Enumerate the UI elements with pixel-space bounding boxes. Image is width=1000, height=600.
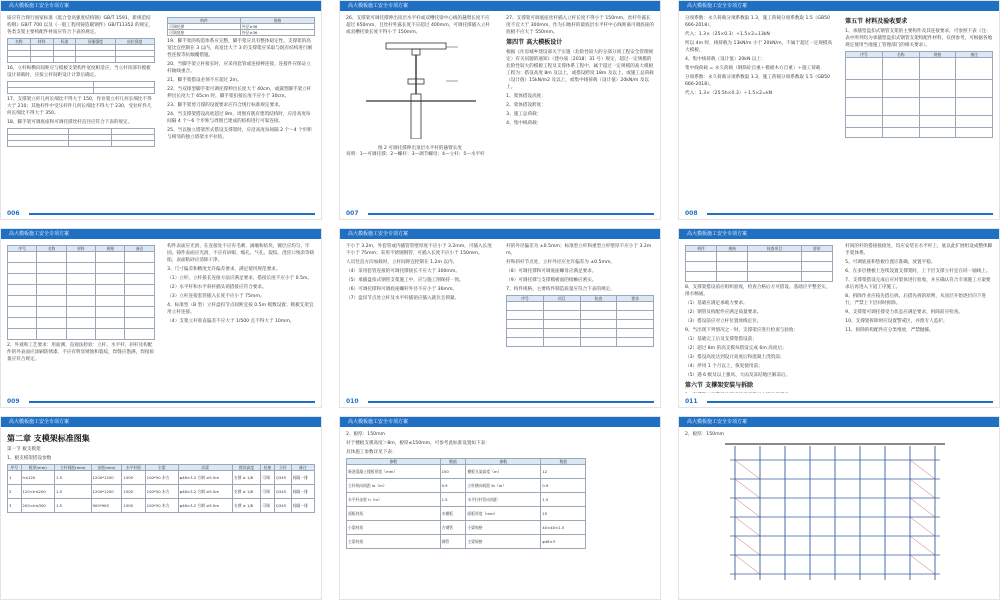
- table-cell: 1: [8, 471, 22, 485]
- paragraph: （1）基础完工后及支撑架搭设前；: [685, 337, 757, 342]
- page-number: 011: [685, 398, 698, 405]
- page-footer: [679, 210, 999, 219]
- paragraph: 1、架体搭设高度：: [506, 94, 546, 99]
- table-header-cell: 序号: [8, 465, 22, 471]
- scaffold-member: [910, 479, 935, 498]
- page-header: [1, 417, 321, 427]
- scaffold-member: [735, 536, 760, 555]
- paragraph: 集中线荷载 = 永久荷载（钢筋砼自重＋模板木方自重）＋施工荷载: [685, 66, 821, 71]
- table-cell: 方钢管: [440, 521, 466, 535]
- paragraph: 根据《住房城乡建设部关于实施〈危险性较大的分部分项工程安全管理规定〉有关问题的通知》（建办质〔2018〕31 号）规定，超过一定规模的危险性较大的模板工程及支撑体系工程中，属于超过一定规模的高大模板工程为：搭设高度 8m 及以上，或搭设跨度 18m 及以上，或施工总荷载（设计值）15kN/m2 及以上，或集中线荷载（设计值）20kN/m 及以上。: [506, 50, 654, 90]
- paragraph: 8、拆除作业应按先搭后拆、后搭先拆的原则，从顶层开始逐层向下进行，严禁上下层同时拆除。: [845, 294, 986, 306]
- paragraph: 3、尺寸偏差和精度允许偏差要求，满足使用规范要求。: [167, 267, 281, 272]
- slab-parameter-table: [7, 464, 315, 513]
- table-cell: 支撑 ≥ 1/8: [232, 499, 260, 513]
- scaffold-member: [910, 536, 935, 555]
- scaffold-member: [910, 517, 935, 536]
- paragraph: 人员竖直方向加载时，立杆间距宜控制在 1.2m 以内。: [346, 260, 458, 265]
- table-cell: h≤120: [21, 471, 55, 485]
- page-footer: [340, 398, 660, 407]
- paragraph: 7、支撑架搭设完成后应对架体进行验收，并应确认符合专项施工方案要求后再进入下道工序施工。: [845, 278, 991, 290]
- table-header-cell: 备注: [291, 465, 314, 471]
- paragraph: [685, 392, 833, 393]
- table-header-cell: 要求: [801, 246, 832, 252]
- table-header-cell: 检查项目: [748, 246, 801, 252]
- paragraph: （9）可调托撑与支撑模板面的接触应密实。: [506, 278, 597, 283]
- paragraph: 杆的外径偏差为 ±0.5mm；标准型立杆和重型立杆壁厚不应小于 3.2mm。: [506, 244, 652, 256]
- table-row: [8, 499, 315, 513]
- table-cell: 100*50 木方: [145, 499, 178, 513]
- table-header-cell: 板厚(mm): [21, 465, 55, 471]
- paragraph: 16、立杆纵横向间距应与模板支架构件宽度相适应，当立杆顶部有模板设计荷载时，应按立杆间距设计计算后确定。: [7, 66, 151, 78]
- table-cell: 立杆横向间距 lb（m）: [466, 479, 541, 493]
- paragraph: 不小于 3.2m，外套管或内插管管壁厚度不应小于 3.2mm，可插入长度不小于 75mm；采用不锈钢钢管，可插入长度不应小于 150mm。: [346, 244, 492, 256]
- scaffold-member: [735, 555, 760, 574]
- figure-legend: 说明：1—可调托撑；2—螺杆；3—调节螺母；4—立杆；5—水平杆: [346, 152, 485, 157]
- table-header-cell: 立杆间距(mm): [55, 465, 91, 471]
- page-010: [339, 228, 661, 408]
- paragraph: （4）采用套管连接的可调托撑接长不应大于 300mm。: [346, 269, 460, 274]
- paragraph: 所以 4m 时，线荷载为 13kN/m 小于 20kN/m，不属于超过一定规模高大模板。: [685, 41, 833, 53]
- table-cell: 水平杆步距 h（m）: [347, 493, 441, 507]
- table-cell: 12: [541, 465, 586, 479]
- table-cell: φ48×3: [541, 535, 586, 549]
- table-cell: 新浇混凝土楼板厚度（mm）: [347, 465, 441, 479]
- page-008: [678, 0, 1000, 220]
- table-header-cell: 参数: [347, 459, 441, 465]
- table-header-cell: 规格: [919, 52, 956, 58]
- table-header-cell: 搭设高度: [232, 465, 260, 471]
- paragraph: 20、当脚手架立杆接长时，应采用套管或连接棒连接，连接件应保证立杆轴线重合。: [167, 62, 311, 74]
- paragraph: 27、支撑架可调底座丝杆插入立杆长度不得小于 150mm，丝杆外露长度不宜大于 300mm，作为扫地杆的最底层水平杆中心线距离可调底座的底板不应大于 550mm。: [506, 16, 654, 35]
- table-cell: 支撑 ≥ 1/8: [232, 471, 260, 485]
- table-row: [347, 465, 586, 479]
- paragraph: 代入：1.3×（25.5h×0.3）＋1.5×2=kN: [685, 91, 773, 96]
- table-cell: 小梁规格: [466, 521, 541, 535]
- spec-table: [7, 81, 155, 94]
- paragraph: （1）基础应满足承载力要求。: [685, 301, 748, 306]
- header-title: 高大模板施工安全专项方案: [9, 3, 70, 9]
- header-title: 高大模板施工安全专项方案: [348, 3, 409, 9]
- paragraph: 分项系数：永久荷载分项系数取 1.3，施工荷载分项系数取 1.5（GB50666-2018）。: [685, 75, 830, 87]
- table-cell: 1500: [122, 485, 145, 499]
- paragraph: 4、集中线荷载：: [506, 121, 542, 126]
- table-header-cell: 材料: [66, 246, 95, 252]
- header-title: 高大模板施工安全专项方案: [9, 231, 70, 237]
- table-cell: 1.5: [55, 499, 91, 513]
- paragraph: 2、外观和工艺要求：用面测、直观法检验：立杆、水平杆、斜杆及构配件的外表面应涂刷防锈漆，不应有明显锈蚀和裂纹，焊缝应饱满，焊接质量应符合规定。: [7, 343, 155, 362]
- page-header: [679, 1, 999, 11]
- paragraph: （5）遇 6 级及以上强风、大雨及冻结地区解冻后。: [685, 373, 791, 378]
- paragraph: （1）立杆、立杆接长连接方法应满足要求，搭接长度不应小于 0.5m。: [167, 276, 312, 281]
- table-cell: 外径≥36: [240, 30, 314, 36]
- subsection-heading: 2、板厚：150mm: [685, 432, 725, 437]
- table-header-cell: 构件: [686, 246, 717, 252]
- table-cell: 15: [541, 507, 586, 521]
- page-header: [679, 229, 999, 239]
- paragraph: 1、承插型盘扣式钢管支架的主要构件及其连接要求，可参照下表（注：表中所列均为承插型盘扣式钢管支架构配件材料，仅供参考，可根据各地规定使用当地施工管理部门的相关要求）。: [845, 29, 993, 48]
- page-011: [678, 228, 1000, 408]
- table-cell: 1500: [122, 471, 145, 485]
- page-number: 006: [7, 210, 20, 217]
- section-heading: 第六节 支撑架安装与拆除: [685, 382, 754, 389]
- page-header: [340, 229, 660, 239]
- paragraph: （4）停用 1 个月以上，恢复使用前；: [685, 364, 763, 369]
- paragraph: （5）承插盘扣式钢管支架施工中，应与施工图保持一致。: [346, 278, 464, 283]
- table-cell: 2: [8, 485, 22, 499]
- paragraph: 9、当出现下列情况之一时，支撑架应进行检查与验收：: [685, 328, 799, 333]
- page-number: 009: [7, 398, 20, 405]
- page-number: 007: [346, 210, 359, 217]
- table-row: [8, 471, 315, 485]
- header-title: 高大模板施工安全专项方案: [687, 231, 748, 237]
- screw-table: [7, 128, 155, 147]
- paragraph: 具体施工参数详见下表：: [346, 450, 397, 455]
- page-header: [340, 417, 660, 427]
- paragraph: 24、当支撑架搭设高度超过 8m，周围有既有建筑结构时，应沿高度每间隔 4 个～6 个步距与周围已建成的结构进行可靠连接。: [167, 112, 311, 124]
- paragraph: 26、支撑架可调托撑伸出顶层水平杆或双槽托梁中心线的悬臂长度不应超过 650mm，且丝杆外露长度不应超过 400mm，可调托撑插入立杆或双槽托梁长度不得小于 150mm。: [346, 16, 491, 35]
- header-title: 高大模板施工安全专项方案: [9, 419, 70, 425]
- scaffold-member: [735, 479, 760, 498]
- table-cell: 200<h≤300: [21, 499, 55, 513]
- paragraph: 对于楼板支模高度＞8m，板厚≤150mm，可参考此标准设置如下表：: [346, 441, 490, 446]
- page-header: [1, 229, 321, 239]
- table-cell: φ48×3.2 方钢 ≥5.5m: [178, 471, 232, 485]
- figure-caption: 图 2 可调托撑伸出顶层水平杆的悬臂长度: [377, 146, 462, 151]
- table-cell: 40×40×1.5: [541, 521, 586, 535]
- table-header-cell: 名称: [882, 52, 919, 58]
- page-006: [0, 0, 322, 220]
- table-cell: 900*900: [91, 499, 122, 513]
- table-cell: Q345: [274, 471, 291, 485]
- table-cell: 1500: [122, 499, 145, 513]
- subsection-heading: 2、板厚：150mm: [346, 432, 386, 437]
- paragraph: （4）支架立杆垂直偏差不应大于 1/500 且不得大于 10mm。: [167, 319, 295, 324]
- table-cell: 模板支架高度（m）: [466, 465, 541, 479]
- table-cell: φ48×3.2 方钢 ≥5.5m: [178, 499, 232, 513]
- paragraph: （3）搭设高度达到设计高度后和混凝土浇筑前；: [685, 355, 785, 360]
- bracket-diagram: [346, 39, 494, 139]
- section-heading: 第四节 高大模板设计: [506, 39, 563, 46]
- table-header-cell: 名称: [8, 39, 31, 45]
- table-header-cell: 步距(mm): [91, 465, 122, 471]
- scaffold-member: [910, 460, 935, 479]
- table-cell: 立杆纵向间距 la（m）: [347, 479, 441, 493]
- table-cell: φ48×3.2 方钢 ≥5.5m: [178, 485, 232, 499]
- table-cell: 小梁材质: [347, 521, 441, 535]
- paragraph: 10、支撑架拆除时应设置警戒区，并派专人监护。: [845, 319, 948, 324]
- table-header-cell: 名称: [37, 246, 66, 252]
- construction-parameter-table: [346, 458, 586, 549]
- scaffold-member: [735, 498, 760, 517]
- table-cell: 1.5: [55, 485, 91, 499]
- paragraph: （2）超过 8m 的高支模每搭设完成 6m 高度后；: [685, 346, 787, 351]
- page-014: [678, 416, 1000, 600]
- page-header: [1, 1, 321, 11]
- table-cell: 可调托撑: [168, 24, 241, 30]
- paragraph: 7、构件规格、主要构件制造质量应符合下表的规定。: [506, 287, 615, 292]
- table-row: [347, 493, 586, 507]
- paragraph: （3）搭设前应对立杆位置放线定位。: [685, 319, 762, 324]
- table-header-cell: 数值: [541, 459, 586, 465]
- table-cell: Q345: [274, 499, 291, 513]
- table-cell: 1200*1200: [91, 485, 122, 499]
- page-footer: [1, 398, 321, 407]
- table-header-cell: 规格: [96, 246, 125, 252]
- table-header-cell: 备注: [125, 246, 154, 252]
- scaffold-member: [735, 460, 760, 479]
- table-cell: 主梁规格: [466, 535, 541, 549]
- table-header-cell: 项目: [543, 296, 580, 302]
- paragraph: 4、标准型（B 型）立杆盘扣节点间距宜按 0.5m 模数设置；模板支架宜用立杆连接。: [167, 303, 314, 315]
- scaffold-drawing: [685, 440, 985, 585]
- table-row: [8, 485, 315, 499]
- table-cell: Q345: [274, 485, 291, 499]
- table-header-cell: 备注: [956, 52, 993, 58]
- header-title: 高大模板施工安全专项方案: [348, 231, 409, 237]
- table-header-cell: 水平杆距: [122, 465, 145, 471]
- bracket-figure: [346, 39, 494, 158]
- table-cell: 可调底座: [168, 30, 241, 36]
- paragraph: （7）盘扣节点处立杆及水平杆插销应插入就位且锁紧。: [346, 296, 460, 301]
- page-007: [339, 0, 661, 220]
- paragraph: 21、脚手架搭设必须不应超过 2m。: [167, 78, 242, 83]
- paragraph: （2）钢管及构配件应满足质量要求。: [685, 310, 762, 315]
- table-cell: 120<h≤200: [21, 485, 55, 499]
- bracket-table: [167, 17, 315, 36]
- section-heading: 第五节 材料及验收要求: [845, 18, 908, 25]
- scaffold-member: [735, 517, 760, 536]
- paragraph: 分项系数：永久荷载分项系数取 1.3，施工荷载分项系数取 1.5（GB50666-2018）。: [685, 16, 830, 28]
- table-cell: 木模板: [440, 507, 466, 521]
- paragraph: 4、集中线荷载（设计值）20kN 以上：: [685, 57, 766, 62]
- page-number: 010: [346, 398, 359, 405]
- table-header-cell: 标准: [53, 39, 76, 45]
- table-header-cell: 参数: [466, 459, 541, 465]
- table-cell: 100*50 木方: [145, 471, 178, 485]
- table-cell: 0.9: [440, 479, 466, 493]
- paragraph: 9、支撑架可调托撑受力状态应满足要求，拆除前应检查。: [845, 310, 963, 315]
- table-cell: 0.9: [541, 479, 586, 493]
- paragraph: 25、当以独立塔架形式搭设支撑架时，应沿高度每间隔 2 个～4 个步距与相邻的独立塔架水平拉结。: [167, 128, 312, 140]
- page-number: 008: [685, 210, 698, 217]
- paragraph: 2、架体搭设跨度：: [506, 103, 546, 108]
- table-row: [347, 479, 586, 493]
- paragraph: 19、脚手架的构造体系应完整，脚手架应具有整体稳定性。支撑架的高宽比宜控制在 3 以内，高宽比大于 3 的支撑架应采取与既有结构进行刚性连接等抗倾覆措施。: [167, 39, 313, 58]
- table-cell: 1.5: [440, 493, 466, 507]
- page-012: [0, 416, 322, 600]
- table-header-cell: 材料: [30, 39, 53, 45]
- quality-table: [506, 295, 654, 347]
- material-table: [7, 38, 155, 63]
- table-header-cell: 主梁: [145, 465, 178, 471]
- table-cell: 100*50 木方: [145, 485, 178, 499]
- chapter-heading: 第二章 支模架标准图集: [7, 434, 90, 443]
- section-heading: 第一节 板支模架: [7, 447, 41, 452]
- header-title: 高大模板施工安全专项方案: [687, 419, 748, 425]
- table-cell: 外径≥36: [240, 24, 314, 30]
- table-cell: 可调: [261, 499, 275, 513]
- table-cell: 可调: [261, 471, 275, 485]
- paragraph: 22、当双排型脚手架可调托撑伸出长度大于 40cm，或露型脚手架立杆伸出长度大于 65cm 时，脚手架扣接长度不应小于 30cm。: [167, 87, 312, 99]
- paragraph: 杆间的杆的搭接接接处，均应安装在水平杆上，底以此扩展组设成整体脚手架体系。: [845, 244, 993, 256]
- table-header-cell: 立杆: [274, 465, 291, 471]
- table-header-cell: 托座: [261, 465, 275, 471]
- table-cell: 主梁材质: [347, 535, 441, 549]
- header-title: 高大模板施工安全专项方案: [687, 3, 748, 9]
- paragraph: 3、施工总荷载：: [506, 112, 542, 117]
- subsection-heading: 1、板支模架搭设参数: [7, 456, 52, 461]
- table-header-cell: 序号: [846, 52, 883, 58]
- table-cell: 间隔一排: [291, 499, 314, 513]
- paragraph: （8）可调托撑和可调底座螺母应满足要求。: [506, 269, 597, 274]
- paragraph: 17、支撑架立杆几何长细比不得大于 150，作业架立杆几何长细比不得大于 210；其他杆件中受压杆件几何长细比不得大于 230，受拉杆件几何长细比不得大于 350。: [7, 97, 152, 116]
- paragraph: 11、拆除的构配件应分类堆放，严禁抛掷。: [845, 328, 934, 333]
- page-footer: [340, 210, 660, 219]
- table-header-cell: 次梁: [178, 465, 232, 471]
- page-009: [0, 228, 322, 408]
- paragraph: 代入：1.3×（25×0.3）+1.5×2=13kN: [685, 32, 770, 37]
- paragraph: 5、可调底座和垫板位置应准确，放置平稳。: [845, 260, 936, 265]
- table-header-cell: 序号: [507, 296, 544, 302]
- table-header-cell: 屈服强度: [76, 39, 115, 45]
- components-table: [845, 51, 993, 138]
- table-cell: 1200*1200: [91, 471, 122, 485]
- paragraph: 6、在多层楼板上连续设置支撑架时，上下层支撑立杆宜在同一轴线上。: [845, 269, 991, 274]
- inspection-table: [685, 245, 833, 282]
- header-title: 高大模板施工安全专项方案: [348, 419, 409, 425]
- materials-table: [7, 245, 155, 340]
- page-header: [340, 1, 660, 11]
- table-header-cell: 抗拉强度: [115, 39, 154, 45]
- paragraph: 杆和斜杆节点处，立杆外径应允许偏差为 ±0.5mm。: [506, 260, 616, 265]
- paragraph: 8、支撑架搭设前应组织验收，检查合格后方可搭设。基础应平整坚实，排水畅通。: [685, 285, 831, 297]
- page-footer: [679, 398, 999, 407]
- paragraph: 质应符合现行国家标准《低合金高强度结构钢》GB/T 1591，新规范结构钢》GB/T 700 以及《一般工程用铸造碳钢件》GB/T11352 的规定，各类支架主要构配件材质应符合下表的规定。: [7, 16, 154, 35]
- table-header-cell: 序号: [8, 246, 37, 252]
- table-header-cell: 规格: [717, 246, 748, 252]
- table-header-cell: 构件: [168, 18, 241, 24]
- table-header-cell: 检查: [580, 296, 617, 302]
- paragraph: （6）可调托撑和可调底座螺杆外径不应小于 36mm。: [346, 287, 458, 292]
- table-row: [347, 507, 586, 521]
- table-header-cell: 要求: [617, 296, 654, 302]
- scaffold-member: [910, 498, 935, 517]
- table-header-cell: 规格: [240, 18, 314, 24]
- table-cell: 面板材质: [347, 507, 441, 521]
- table-row: [347, 535, 586, 549]
- table-cell: 3: [8, 499, 22, 513]
- page-footer: [1, 210, 321, 219]
- paragraph: 构件表面应光滑，在连接处不应有毛刺、滴瘤和结块，镀层应均匀、牢固。铸件表面应光滑，不应有砂眼、缩孔、气孔、裂纹、浇冒口残余等缺陷，表面粘砂应清除干净。: [167, 244, 315, 263]
- table-cell: 1.5: [55, 471, 91, 485]
- table-cell: 钢管: [440, 535, 466, 549]
- table-cell: 间隔一排: [291, 485, 314, 499]
- table-header-cell: 数值: [440, 459, 466, 465]
- page-013: [339, 416, 661, 600]
- paragraph: （3）立杆连接套管插入长度不应小于 75mm。: [167, 294, 265, 299]
- table-cell: 面板厚度（mm）: [466, 507, 541, 521]
- paragraph: 18、脚手架可调底座和可调托撑丝杆直径应符合下表的规定。: [7, 120, 133, 125]
- table-cell: 水平拉杆竖向间距: [466, 493, 541, 507]
- table-cell: 间隔一排: [291, 471, 314, 485]
- table-cell: 150: [440, 465, 466, 479]
- paragraph: （2）水平杆和水平斜杆插头销搭接应符合要求。: [167, 285, 267, 290]
- paragraph: 23、脚手架剪刀撑的设置要求应符合现行标准规定要求。: [167, 103, 284, 108]
- table-cell: 支撑 ≥ 1/8: [232, 485, 260, 499]
- table-cell: 1.5: [541, 493, 586, 507]
- table-cell: 可调: [261, 485, 275, 499]
- table-row: [347, 521, 586, 535]
- page-header: [679, 417, 999, 427]
- scaffold-member: [910, 555, 935, 574]
